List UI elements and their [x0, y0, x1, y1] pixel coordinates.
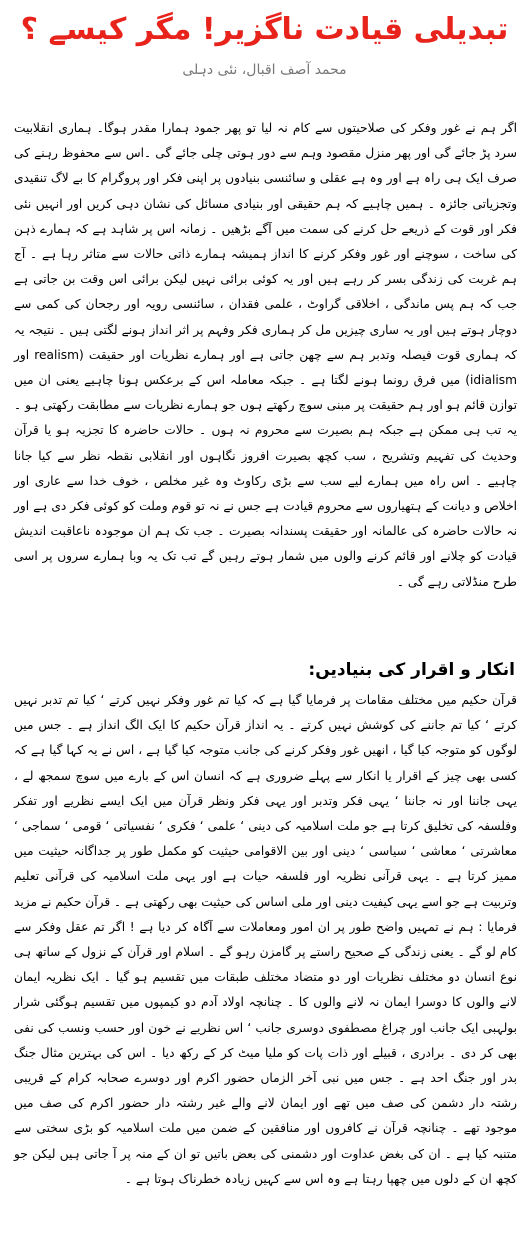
article-body-section-2 — [14, 688, 517, 1192]
article-title: تبدیلی قیادت ناگزیر! مگر کیسے ؟ — [20, 12, 509, 47]
article-body-section-1 — [14, 116, 517, 595]
section-heading: انکار و اقرار کی بنیادیں: — [308, 660, 515, 680]
author-byline: محمد آصف اقبال، نئی دہلی — [182, 62, 347, 78]
paragraph-1: اگر ہم نے غور وفکر کی صلاحیتوں سے کام نہ لیا تو پھر جمود ہمارا مقدر ہوگا۔ ہماری انقلابیت سرد پڑ جائے گی اور پھر منزل مقصود وہم سے دور ہوتی چلی جائے گی ۔اس سے محفوظ رہنے کی صرف ایک ہی راہ ہے اور وہ ہے عقلی و سائنسی بنیادوں پر اپنی فکر اور پروگرام کا بے لاگ تنقیدی وتجزیاتی جائزہ ۔ ہمیں چاہیے کہ ہم حقیقی اور بنیادی مسائل کی نشان دہی کریں اور انہیں نئی فکر اور قوت کے ذریعے حل کرنے کی سمت میں آگے بڑھیں ۔ زمانہ اس پر شاہد ہے کہ ہمارے ذہن کی ساخت ، سوچنے اور غور وفکر کرنے کا انداز ہمیشہ ہمارے ذاتی حالات سے متاثر رہا ہے ۔ آج ہم غربت کی زندگی بسر کر رہے ہیں اور یہ کوئی برائی نہیں لیکن برائی اس وقت بن جاتی ہے جب کہ ہم پس ماندگی ، اخلاقی گراوٹ ، علمی فقدان ، سائنسی رویہ اور رجحان کی کمی سے دوچار ہوتے ہیں اور یہ ساری چیزیں مل کر ہماری فکر وفہم پر اثر انداز ہونے لگتی ہیں ۔ نتیجہ یہ کہ ہماری قوت فیصلہ وتدبر ہم سے چھن جاتی ہے اور ہمارے نظریات اور حقیقت (realism اور idialism) میں فرق رونما ہونے لگتا ہے ۔ جبکہ معاملہ اس کے برعکس ہونا چاہیے یعنی ان میں توازن قائم ہو اور ہم حقیقت پر مبنی سوچ رکھتے ہوں جو ہمارے نظریات سے مطابقت رکھتی ہو ۔ یہ تب ہی ممکن ہے جبکہ ہم بصیرت سے محروم نہ ہوں ۔ حالات حاضرہ کا تجزیہ ہو یا قرآن وحدیث کی تفہیم وتشریح ، سب کچھ بصیرت افروز نگاہوں اور انقلابی نقطہ نظر سے کیا جانا چاہیے ۔ اس راہ میں ہمارے لیے سب سے بڑی رکاوٹ وہ غیر مخلص ، خوف خدا سے عاری اور اخلاص و دیانت کے ہتھیاروں سے محروم قیادت ہے جس نے نہ تو قوم وملت کو کوئی فکر دی ہے اور نہ حالات حاضرہ کی عالمانہ اور حقیقت پسندانہ بصیرت ۔ جب تک ہم ان موجودہ ناعاقبت اندیش قیادت کو چلانے اور قائم کرنے والوں میں شمار ہوتے رہیں گے تب تک یہ وبا ہمارے سروں پر اسی طرح منڈلاتی رہے گی ۔ — [14, 121, 518, 589]
paragraph-2: قرآن حکیم میں مختلف مقامات پر فرمایا گیا ہے کہ کیا تم غور وفکر نہیں کرتے ‘ کیا تم تدبر نہیں کرتے ‘ کیا تم جاننے کی کوشش نہیں کرتے ۔ یہ انداز قرآن حکیم کا ایک الگ انداز ہے ۔ جس میں لوگوں کو متوجہ کیا گیا ، انھیں غور وفکر کرنے کی جانب متوجہ کیا گیا ہے ، اس نے یہ کہا گیا ہے کہ کسی بھی چیز کے اقرار یا انکار سے پہلے ضروری ہے کہ انسان اس کے بارے میں سوچ سمجھ لے ، یہی جاننا اور نہ جاننا ‘ یہی فکر وتدبر اور یہی فکر ونظر قرآن میں ایک ایسے نظریے اور تفکر وفلسفہ کی تخلیق کرتا ہے جو ملت اسلامیہ کی دینی ‘ علمی ‘ فکری ‘ نفسیاتی ‘ قومی ‘ سماجی ‘ معاشرتی ‘ معاشی ‘ سیاسی ‘ دینی اور بین الاقوامی حیثیت کو مکمل طور پر جداگانہ حیثیت میں ممیز کرتا ہے ۔ یہی قرآنی نظریہ اور فلسفہ حیات ہے اور یہی ملت اسلامیہ کی قرآنی تعلیم وتربیت ہے جو اسے یہی کیفیت دینی اور ملی اساس کی حیثیت بھی رکھتی ہے ۔ قرآن حکیم نے مزید فرمایا : ہم نے تمہیں واضح طور پر ان امور ومعاملات سے آگاہ کر دیا ہے ! اگر تم عقل وفکر سے کام لو گے ۔ یعنی زندگی کے صحیح راستے پر گامزن رہو گے ۔ اسلام اور قرآن کے نزول کے ساتھ ہی نوع انسان دو مختلف نظریات اور دو متضاد مختلف طبقات میں تقسیم ہو گیا ۔ ایک نظریہ ایمان لانے والوں کا دوسرا ایمان نہ لانے والوں کا ۔ چنانچہ اولاد آدم دو کیمپوں میں تقسیم ہوگئی شرار بولہبی ایک جانب اور چراغ مصطفوی دوسری جانب ‘ اس نظریے نے خون اور حسب ونسب کی نفی بھی کر دی ۔ برادری ، قبیلے اور ذات پات کو ملیا میٹ کر کے رکھ دیا ۔ اس کی بہترین مثال جنگ بدر اور جنگ احد ہے ۔ جس میں نبی آخر الزماں حضور اکرم اور دوسرے صحابہ کرام کے قریبی رشتہ دار دشمن کی صف میں تھے اور ایمان لانے والے غیر رشتہ دار حضور اکرم کی صف میں موجود تھے ۔ چنانچہ قرآن نے کافروں اور منافقین کے ضمن میں ملت اسلامیہ کو بڑی سختی سے متنبہ کیا ہے ۔ ان کی بغض عداوت اور دشمنی کی بعض باتیں تو ان کے منہ پر آ جاتی ہیں لیکن جو کچھ ان کے دلوں میں چھپا رہتا ہے وہ اس سے کہیں زیادہ خطرناک ہوتا ہے ۔ — [14, 693, 517, 1186]
